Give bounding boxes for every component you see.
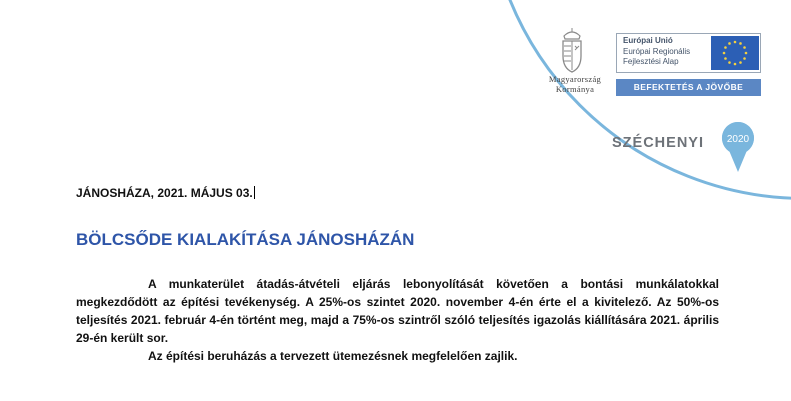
eu-flag-icon: [711, 36, 759, 70]
szechenyi-year: 2020: [726, 134, 750, 145]
text-cursor: [254, 186, 255, 199]
eu-text-block: [623, 36, 690, 68]
document-body: [76, 275, 719, 365]
eu-star-icon: [724, 57, 727, 60]
body-paragraph-1: A munkaterület átadás-átvételi eljárás lebonyolítását követően a bontási munkálatokkal megkezdődött az építési tevékenység. A 25%-os szintet 2020. november 4-én érte el a kivitelező. Az 50%-os teljesítés 2021. február 4-én történt meg, majd a 75%-os szintről szóló teljesítés igazolás kiállítására 2021. április 29-én került sor.: [76, 277, 719, 345]
hungarian-coat-of-arms-icon: [558, 26, 586, 74]
eu-star-icon: [728, 42, 731, 45]
eu-line-3: Fejlesztési Alap: [623, 57, 679, 66]
eu-star-icon: [739, 61, 742, 64]
eu-star-icon: [743, 57, 746, 60]
eu-line-2: Európai Regionális: [623, 46, 691, 56]
eu-star-icon: [724, 46, 727, 49]
document-title: BÖLCSŐDE KIALAKÍTÁSA JÁNOSHÁZÁN: [76, 230, 415, 249]
government-label: [536, 74, 614, 94]
eu-logo-box: [616, 33, 761, 73]
place-date-text: JÁNOSHÁZA, 2021. MÁJUS 03.: [76, 186, 253, 200]
eu-line-1: Európai Unió: [623, 36, 673, 45]
government-line-2: Kormánya: [555, 84, 595, 94]
place-date: [76, 186, 255, 200]
eu-banner: BEFEKTETÉS A JÖVŐBE: [616, 79, 761, 96]
szechenyi-2020-badge-icon: [720, 120, 756, 174]
government-line-1: Magyarország: [548, 74, 602, 84]
szechenyi-label: SZÉCHENYI: [612, 135, 704, 151]
eu-star-icon: [734, 41, 737, 44]
eu-star-icon: [739, 42, 742, 45]
eu-star-icon: [743, 46, 746, 49]
eu-star-icon: [728, 61, 731, 64]
eu-star-icon: [745, 52, 748, 55]
body-paragraph-2: Az építési beruházás a tervezett ütemezésnek megfelelően zajlik.: [148, 349, 518, 363]
eu-star-icon: [723, 52, 726, 55]
eu-star-icon: [734, 63, 737, 66]
